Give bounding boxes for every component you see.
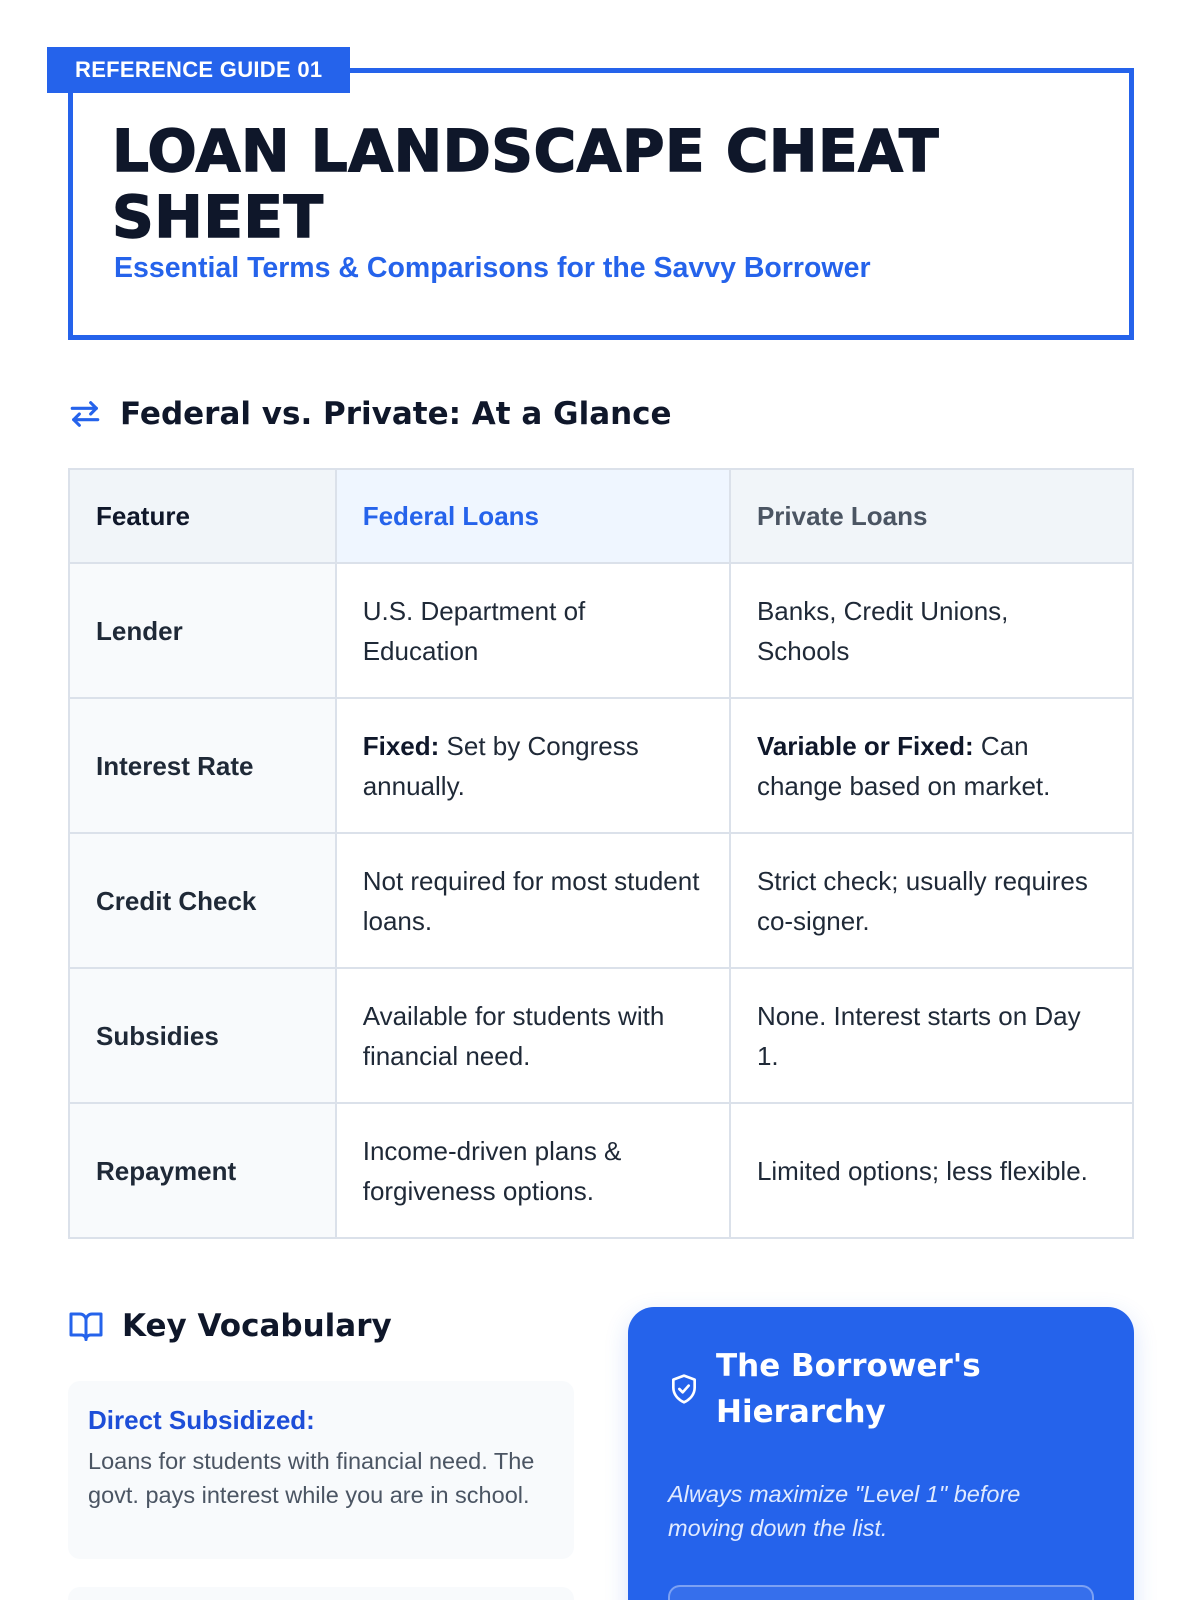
vocab-term: Direct Subsidized: [88, 1405, 315, 1435]
private-cell: Strict check; usually requires co-signer. [730, 833, 1133, 968]
federal-rate-type: Fixed: [362, 730, 440, 761]
private-cell: None. Interest starts on Day 1. [730, 968, 1133, 1103]
table-row [69, 563, 1133, 698]
private-rate-detail: Can change based on market. [756, 730, 1051, 801]
swap-arrows-icon [68, 397, 102, 431]
federal-cell: Income-driven plans & forgiveness options. [336, 1103, 730, 1238]
page-subtitle: Essential Terms & Comparisons for the Savvy Borrower [114, 252, 871, 284]
hierarchy-title: The Borrower's Hierarchy [716, 1348, 981, 1430]
federal-cell: Available for students with financial need. [336, 968, 730, 1103]
table-row [69, 698, 1133, 833]
row-feature-cell: Credit Check [69, 833, 336, 968]
private-cell [730, 698, 1133, 833]
private-cell: Limited options; less flexible. [730, 1103, 1133, 1238]
row-feature-cell: Subsidies [69, 968, 336, 1103]
comparison-heading [68, 396, 672, 432]
column-header-private: Private Loans [730, 469, 1133, 563]
page-title: LOAN LANDSCAPE CHEAT SHEET [112, 117, 940, 251]
reference-guide-tag: REFERENCE GUIDE 01 [47, 47, 350, 93]
federal-rate-detail: Set by Congress annually. [362, 730, 639, 801]
vocab-card [68, 1381, 574, 1559]
row-feature-cell: Lender [69, 563, 336, 698]
shield-check-icon [668, 1373, 700, 1405]
hierarchy-note: Always maximize "Level 1" before moving down the list. [668, 1481, 1021, 1541]
row-feature-cell: Repayment [69, 1103, 336, 1238]
federal-cell [336, 698, 730, 833]
hierarchy-title-row [668, 1343, 1094, 1435]
table-row [69, 833, 1133, 968]
private-cell: Banks, Credit Unions, Schools [730, 563, 1133, 698]
comparison-table [68, 468, 1134, 1239]
open-book-icon [68, 1308, 104, 1344]
federal-cell: Not required for most student loans. [336, 833, 730, 968]
vocabulary-heading-text: Key Vocabulary [122, 1308, 392, 1344]
private-rate-type: Variable or Fixed: [756, 730, 974, 761]
borrower-hierarchy-panel [628, 1307, 1134, 1600]
row-feature-cell: Interest Rate [69, 698, 336, 833]
vocabulary-heading [68, 1308, 392, 1344]
federal-cell: U.S. Department of Education [336, 563, 730, 698]
comparison-heading-text: Federal vs. Private: At a Glance [120, 396, 672, 432]
table-header-row [69, 469, 1133, 563]
vocab-card [68, 1587, 574, 1600]
vocab-definition: Loans for students with financial need. The govt. pays interest while you are in school. [88, 1448, 535, 1508]
hierarchy-level-box [668, 1585, 1094, 1600]
table-row [69, 1103, 1133, 1238]
column-header-feature: Feature [69, 469, 336, 563]
table-row [69, 968, 1133, 1103]
column-header-federal: Federal Loans [336, 469, 730, 563]
